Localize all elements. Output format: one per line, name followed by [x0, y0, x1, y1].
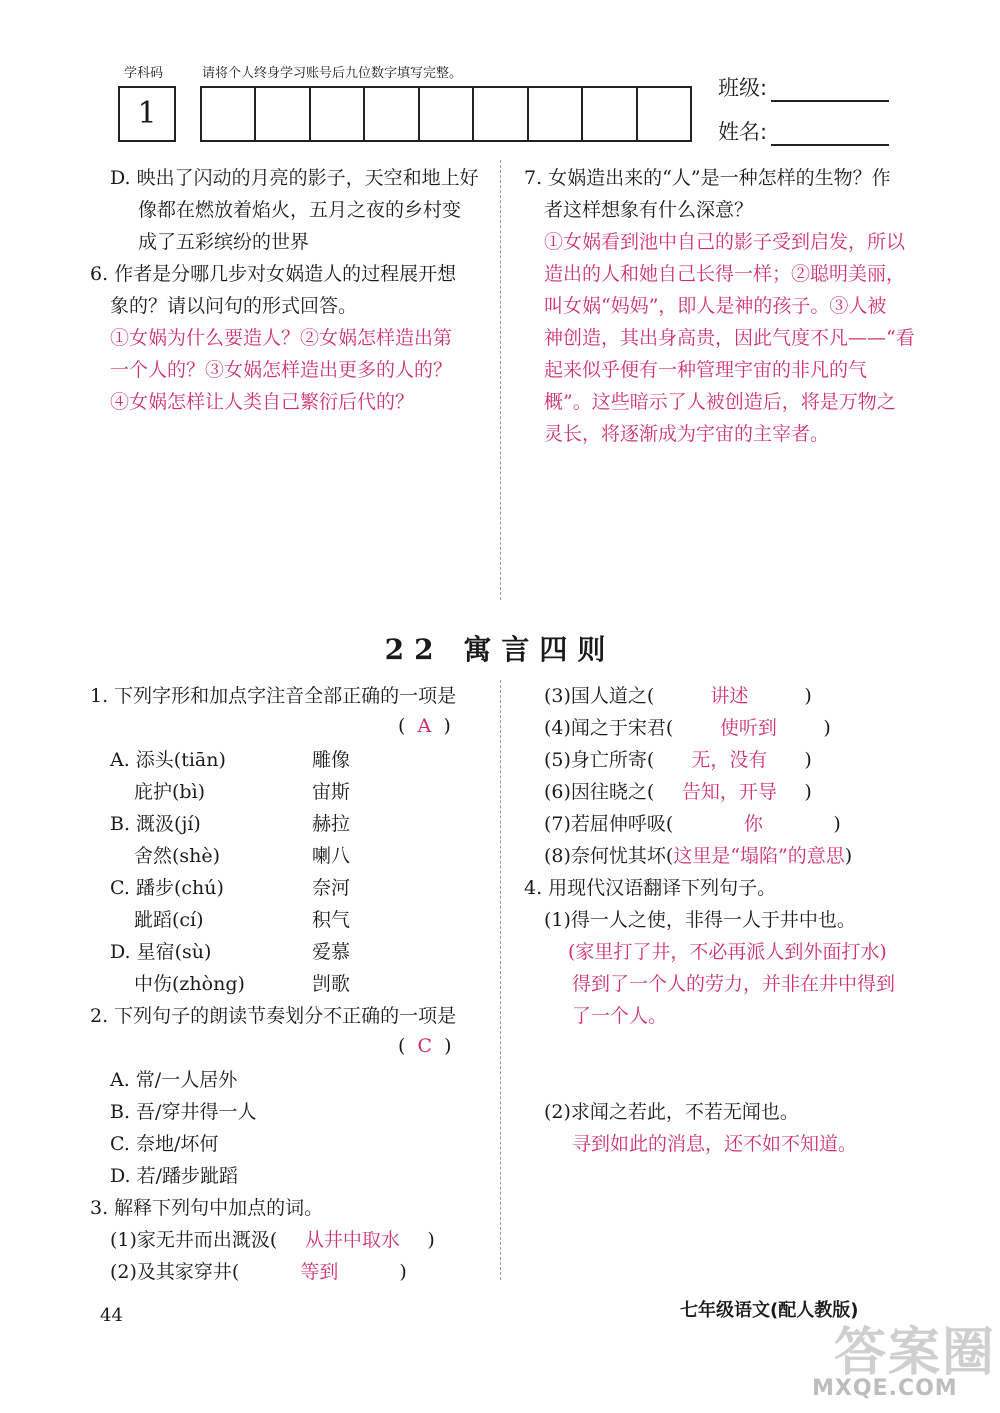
- digit-cell[interactable]: [581, 88, 635, 140]
- q1-option-d: D. 星宿(sù): [110, 941, 212, 963]
- q3-item-4: (4)闻之于宋君( 使听到 ): [544, 712, 831, 744]
- q1-option-b2: 舍然(shè): [134, 845, 221, 867]
- q4-2-answer: 寻到如此的消息，还不如不知道。: [572, 1133, 858, 1155]
- q3-item-2-question: (2)及其家穿井(: [110, 1261, 240, 1283]
- q2-option-b: B. 吾/穿井得一人: [110, 1101, 257, 1123]
- q1-answer-bracket: ( A ): [398, 715, 451, 737]
- q1-option-b: B. 溉汲(jí): [110, 813, 201, 835]
- q3-item-8-question: (8)奈何忧其坏(: [544, 845, 674, 867]
- digit-cell[interactable]: [527, 88, 581, 140]
- q1-text: 1. 下列字形和加点字注音全部正确的一项是: [90, 685, 457, 707]
- watermark-text: 答案圈: [834, 1323, 997, 1383]
- q1-option-c-word: 奈河: [312, 877, 351, 899]
- q3-item-1-answer: 从井中取水: [304, 1229, 400, 1251]
- digit-cell[interactable]: [472, 88, 526, 140]
- q3-item-5-question: (5)身亡所寄(: [544, 749, 655, 771]
- q1-option-a2-word: 宙斯: [312, 781, 351, 803]
- class-label: 班级:: [718, 76, 768, 100]
- q3-item-1: (1)家无井而出溉汲( 从井中取水 ): [110, 1224, 435, 1256]
- subject-code-label: 学科码: [124, 66, 164, 81]
- q2-answer: C: [417, 1035, 433, 1057]
- q7-line2: 者这样想象有什么深意？: [544, 199, 754, 221]
- option-d-line1: D. 映出了闪动的月亮的影子，天空和地上好: [110, 167, 479, 189]
- q4-1-answer-3: 了一个人。: [572, 1005, 668, 1027]
- option-d-line2: 像都在燃放着焰火，五月之夜的乡村变: [138, 199, 462, 221]
- q1-option-c2-word: 积气: [312, 909, 351, 931]
- q3-item-2: (2)及其家穿井( 等到 ): [110, 1256, 407, 1288]
- q6-answer-3: ④女娲怎样让人类自己繁衍后代的？: [110, 391, 415, 413]
- column-divider-2: [500, 680, 501, 1280]
- q7-answer-6: 概”。这些暗示了人被创造后，将是万物之: [544, 391, 896, 413]
- q3-item-4-question: (4)闻之于宋君(: [544, 717, 674, 739]
- q1-option-a2: 庇护(bì): [134, 781, 206, 803]
- q6-line2: 象的？请以问句的形式回答。: [110, 295, 358, 317]
- q6-answer-1: ①女娲为什么要造人？②女娲怎样造出第: [110, 327, 453, 349]
- digit-cell[interactable]: [309, 88, 363, 140]
- q6-answer-2: 一个人的？③女娲怎样造出更多的人的？: [110, 359, 453, 381]
- book-label: 七年级语文(配人教版): [680, 1300, 859, 1321]
- class-field[interactable]: [718, 72, 889, 102]
- q3-item-8: (8)奈何忧其坏(这里是“塌陷”的意思): [544, 845, 853, 867]
- digit-cell[interactable]: [202, 88, 254, 140]
- q4-1-answer-1: (家里打了井，不必再派人到外面打水): [568, 941, 887, 963]
- q3-item-7-answer: 你: [743, 813, 763, 835]
- q3-item-5: (5)身亡所寄( 无，没有 ): [544, 744, 812, 776]
- q2-option-a: A. 常/一人居外: [110, 1069, 238, 1091]
- q2-option-d: D. 若/蹯步跐蹈: [110, 1165, 239, 1187]
- digit-cell[interactable]: [636, 88, 690, 140]
- q4-2-text: (2)求闻之若此，不若无闻也。: [544, 1101, 799, 1123]
- column-divider: [500, 160, 501, 600]
- q3-item-8-answer: 这里是“塌陷”的意思: [673, 845, 845, 867]
- q3-item-5-answer: 无，没有: [691, 749, 768, 771]
- q1-option-a: A. 添头(tiān): [110, 749, 226, 771]
- q3-item-3-question: (3)国人道之(: [544, 685, 655, 707]
- q4-text: 4. 用现代汉语翻译下列句子。: [524, 877, 777, 899]
- q7-answer-5: 起来似乎便有一种管理宇宙的非凡的气: [544, 359, 868, 381]
- q1-option-d-word: 爱慕: [312, 941, 351, 963]
- digit-cell[interactable]: [418, 88, 472, 140]
- q3-item-3: (3)国人道之( 讲述 ): [544, 680, 812, 712]
- q7-answer-3: 叫女娲“妈妈”，即人是神的孩子。③人被: [544, 295, 887, 317]
- q3-item-6-question: (6)因往晓之(: [544, 781, 655, 803]
- q4-1-answer-2: 得到了一个人的劳力，并非在井中得到: [572, 973, 896, 995]
- name-label: 姓名:: [718, 120, 768, 144]
- q3-text: 3. 解释下列句中加点的词。: [90, 1197, 324, 1219]
- q1-option-a-word: 雕像: [312, 749, 351, 771]
- q3-item-1-question: (1)家无井而出溉汲(: [110, 1229, 278, 1251]
- q7-answer-1: ①女娲看到池中自己的影子受到启发，所以: [544, 231, 906, 253]
- q7-answer-7: 灵长，将逐渐成为宇宙的主宰者。: [544, 423, 830, 445]
- digit-cell[interactable]: [363, 88, 417, 140]
- q1-option-c: C. 蹯步(chú): [110, 877, 224, 899]
- q1-option-b2-word: 喇八: [312, 845, 351, 867]
- digit-cell[interactable]: [254, 88, 308, 140]
- q3-item-4-answer: 使听到: [719, 717, 777, 739]
- q1-option-d2-word: 剀歌: [312, 973, 351, 995]
- q4-1-text: (1)得一人之使，非得一人于井中也。: [544, 909, 856, 931]
- option-d-line3: 成了五彩缤纷的世界: [138, 231, 310, 253]
- q3-item-6: (6)因往晓之( 告知，开导 ): [544, 776, 812, 808]
- section-title: 22 寓言四则: [384, 633, 616, 666]
- instruction-text: 请将个人终身学习账号后九位数字填写完整。: [202, 66, 463, 81]
- q3-item-2-answer: 等到: [300, 1261, 339, 1283]
- subject-code-box[interactable]: 1: [118, 86, 176, 142]
- q7-line1: 7. 女娲造出来的“人”是一种怎样的生物？作: [524, 167, 891, 189]
- q7-answer-2: 造出的人和她自己长得一样；②聪明美丽，: [544, 263, 906, 285]
- page-number: 44: [100, 1305, 123, 1326]
- q2-text: 2. 下列句子的朗读节奏划分不正确的一项是: [90, 1005, 457, 1027]
- name-field[interactable]: [718, 116, 889, 146]
- q2-answer-bracket: ( C ): [398, 1035, 452, 1057]
- watermark-url: MXQE.COM: [812, 1376, 958, 1401]
- q3-item-3-answer: 讲述: [710, 685, 749, 707]
- q1-answer: A: [417, 715, 432, 737]
- watermark-logo: [808, 1310, 998, 1410]
- q2-option-c: C. 奈地/坏何: [110, 1133, 219, 1155]
- q1-option-c2: 跐蹈(cí): [134, 909, 204, 931]
- q3-item-7: (7)若屈伸呼吸( 你 ): [544, 808, 841, 840]
- q7-answer-4: 神创造，其出身高贵，因此气度不凡——“看: [544, 327, 915, 349]
- q3-item-7-question: (7)若屈伸呼吸(: [544, 813, 674, 835]
- q3-item-6-answer: 告知，开导: [681, 781, 777, 803]
- q6-line1: 6. 作者是分哪几步对女娲造人的过程展开想: [90, 263, 457, 285]
- account-digit-grid[interactable]: [200, 86, 692, 142]
- q1-option-d2: 中伤(zhòng): [134, 973, 245, 995]
- q1-option-b-word: 赫拉: [312, 813, 351, 835]
